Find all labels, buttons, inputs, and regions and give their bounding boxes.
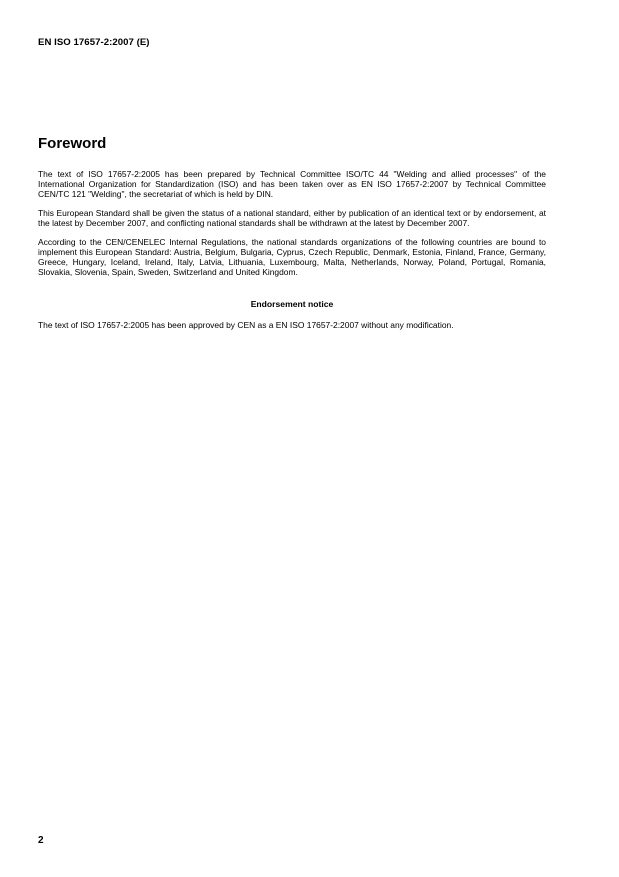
foreword-paragraph-status: This European Standard shall be given the status of a national standard, either by publication of an identical text or by endorsement, at the latest by December 2007, and conflicting national standards shall be withdrawn at the latest by December 2007.: [38, 208, 546, 228]
foreword-paragraph-preparation: The text of ISO 17657-2:2005 has been prepared by Technical Committee ISO/TC 44 "Welding and allied processes" of the International Organization for Standardization (ISO) and has been taken over as EN ISO 17657-2:2007 by Technical Committee CEN/TC 121 "Welding", the secretariat of which is held by DIN.: [38, 169, 546, 199]
endorsement-notice-heading: Endorsement notice: [250, 299, 334, 309]
document-header: EN ISO 17657-2:2007 (E): [38, 37, 150, 48]
foreword-content: [38, 169, 546, 339]
foreword-title: Foreword: [38, 135, 107, 152]
page-number: 2: [38, 835, 44, 846]
endorsement-notice-text: The text of ISO 17657-2:2005 has been approved by CEN as a EN ISO 17657-2:2007 without any modification.: [38, 320, 454, 330]
foreword-paragraph-countries: According to the CEN/CENELEC Internal Regulations, the national standards organizations of the following countries are bound to implement this European Standard: Austria, Belgium, Bulgaria, Cyprus, Czech Republic, Denmark, Estonia, Finland, France, Germany, Greece, Hungary, Iceland, Ireland, Italy, Latvia, Lithuania, Luxembourg, Malta, Netherlands, Norway, Poland, Portugal, Romania, Slovakia, Slovenia, Spain, Sweden, Switzerland and United Kingdom.: [38, 237, 546, 277]
